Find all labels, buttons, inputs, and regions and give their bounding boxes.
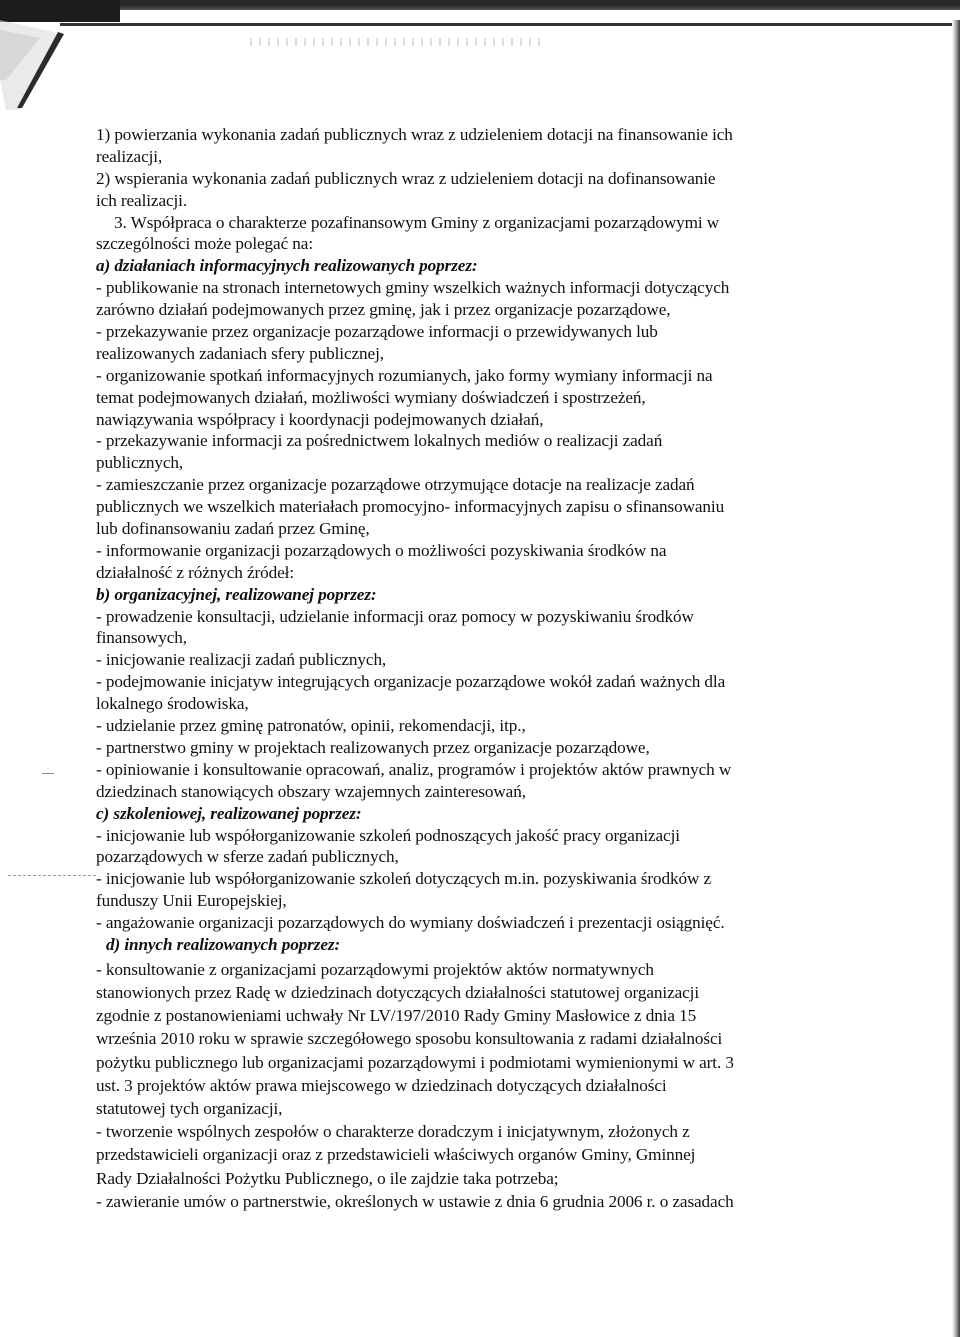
text-line: - prowadzenie konsultacji, udzielanie informacji oraz pomocy w pozyskiwaniu środków — [96, 606, 694, 626]
text-line: dziedzinach stanowiących obszary wzajemnych zainteresowań, — [96, 781, 526, 801]
text-line: pożytku publicznego lub organizacjami pozarządowymi i podmiotami wymienionymi w art. 3 — [96, 1052, 734, 1072]
text-line: - tworzenie wspólnych zespołów o charakterze doradczym i inicjatywnym, złożonych z — [96, 1122, 690, 1142]
scan-corner-smudge — [0, 20, 80, 110]
text-line: pozarządowych w sferze zadań publicznych, — [96, 847, 399, 867]
text-line: nawiązywania współpracy i koordynacji podejmowanych działań, — [96, 409, 544, 429]
scan-top-left-mark — [0, 0, 120, 22]
text-line: temat podejmowanych działań, możliwości wymiany doświadczeń i spostrzeżeń, — [96, 387, 646, 407]
text-line: - inicjowanie lub współorganizowanie szkoleń podnoszących jakość pracy organizacji — [96, 825, 680, 845]
text-line: lokalnego środowiska, — [96, 694, 249, 714]
text-line: - udzielanie przez gminę patronatów, opinii, rekomendacji, itp., — [96, 716, 526, 736]
text-line: Rady Działalności Pożytku Publicznego, o ile zajdzie taka potrzeba; — [96, 1168, 559, 1188]
text-line: ich realizacji. — [96, 190, 188, 210]
text-line: działalność z różnych źródeł: — [96, 562, 295, 582]
text-line: - przekazywanie informacji za pośrednictwem lokalnych mediów o realizacji zadań — [96, 431, 663, 451]
text-line: zgodnie z postanowieniami uchwały Nr LV/197/2010 Rady Gminy Masłowice z dnia 15 — [96, 1006, 697, 1026]
document-body — [96, 124, 836, 1213]
section-d-body — [96, 958, 836, 1213]
text-line: - organizowanie spotkań informacyjnych rozumianych, jako formy wymiany informacji na — [96, 365, 713, 385]
text-line: statutowej tych organizacji, — [96, 1098, 283, 1118]
text-line: - inicjowanie realizacji zadań publicznych, — [96, 650, 387, 670]
scan-top-border — [0, 0, 960, 10]
text-line: 3. Współpraca o charakterze pozafinansowym Gminy z organizacjami pozarządowymi w — [114, 212, 720, 232]
text-line: - przekazywanie przez organizacje pozarządowe informacji o przewidywanych lub — [96, 322, 658, 342]
section-heading-a: a) działaniach informacyjnych realizowanych poprzez: — [96, 256, 478, 276]
text-line: - podejmowanie inicjatyw integrujących organizacje pozarządowe wokół zadań ważnych dla — [96, 672, 726, 692]
text-line: szczególności może polegać na: — [96, 234, 313, 254]
text-line: 1) powierzania wykonania zadań publicznych wraz z udzieleniem dotacji na finansowanie ich — [96, 125, 733, 144]
text-line: września 2010 roku w sprawie szczegółowego sposobu konsultowania z radami działalności — [96, 1029, 723, 1049]
text-line: 2) wspierania wykonania zadań publicznych wraz z udzieleniem dotacji na dofinansowanie — [96, 168, 716, 188]
text-line: publicznych, — [96, 453, 184, 473]
section-heading-b: b) organizacyjnej, realizowanej poprzez: — [96, 584, 377, 604]
text-line: - zamieszczanie przez organizacje pozarządowe otrzymujące dotacje na realizacje zadań — [96, 475, 695, 495]
text-line: realizowanych zadaniach sfery publicznej, — [96, 343, 384, 363]
text-line: realizacji, — [96, 146, 163, 166]
text-line: zarówno działań podejmowanych przez gminę, jak i przez organizacje pozarządowe, — [96, 300, 671, 320]
scan-top-rule — [60, 23, 960, 26]
text-line: - inicjowanie lub współorganizowanie szkoleń dotyczących m.in. pozyskiwania środków z — [96, 869, 712, 889]
text-line: - informowanie organizacji pozarządowych o możliwości pozyskiwania środków na — [96, 540, 667, 560]
text-line: przedstawicieli organizacji oraz z przedstawicieli właściwych organów Gminy, Gminnej — [96, 1145, 696, 1165]
text-line: funduszy Unii Europejskiej, — [96, 891, 287, 911]
text-line: - publikowanie na stronach internetowych gminy wszelkich ważnych informacji dotyczących — [96, 278, 730, 298]
text-line: - partnerstwo gminy w projektach realizowanych przez organizacje pozarządowe, — [96, 737, 650, 757]
text-line: ust. 3 projektów aktów prawa miejscowego w dziedzinach dotyczących działalności — [96, 1075, 667, 1095]
section-heading-d: d) innych realizowanych poprzez: — [106, 934, 341, 954]
scan-noise — [250, 38, 540, 46]
text-line: finansowych, — [96, 628, 187, 648]
text-line: - zawieranie umów o partnerstwie, określonych w ustawie z dnia 6 grudnia 2006 r. o zasadach — [96, 1191, 734, 1211]
text-line: - opiniowanie i konsultowanie opracowań, analiz, programów i projektów aktów prawnych w — [96, 759, 732, 779]
text-line: lub dofinansowaniu zadań przez Gminę, — [96, 519, 370, 539]
scan-dash-mark — [8, 875, 96, 877]
text-line: - konsultowanie z organizacjami pozarządowymi projektów aktów normatywnych — [96, 959, 654, 979]
scan-right-edge — [952, 20, 960, 1337]
section-heading-c: c) szkoleniowej, realizowanej poprzez: — [96, 803, 362, 823]
text-line: publicznych we wszelkich materiałach promocyjno- informacyjnych zapisu o sfinansowaniu — [96, 497, 725, 517]
scan-dash-mark — [42, 773, 54, 774]
text-line: - angażowanie organizacji pozarządowych do wymiany doświadczeń i prezentacji osiągnięć. — [96, 913, 725, 933]
text-line: stanowionych przez Radę w dziedzinach dotyczących działalności statutowej organizacji — [96, 983, 699, 1003]
